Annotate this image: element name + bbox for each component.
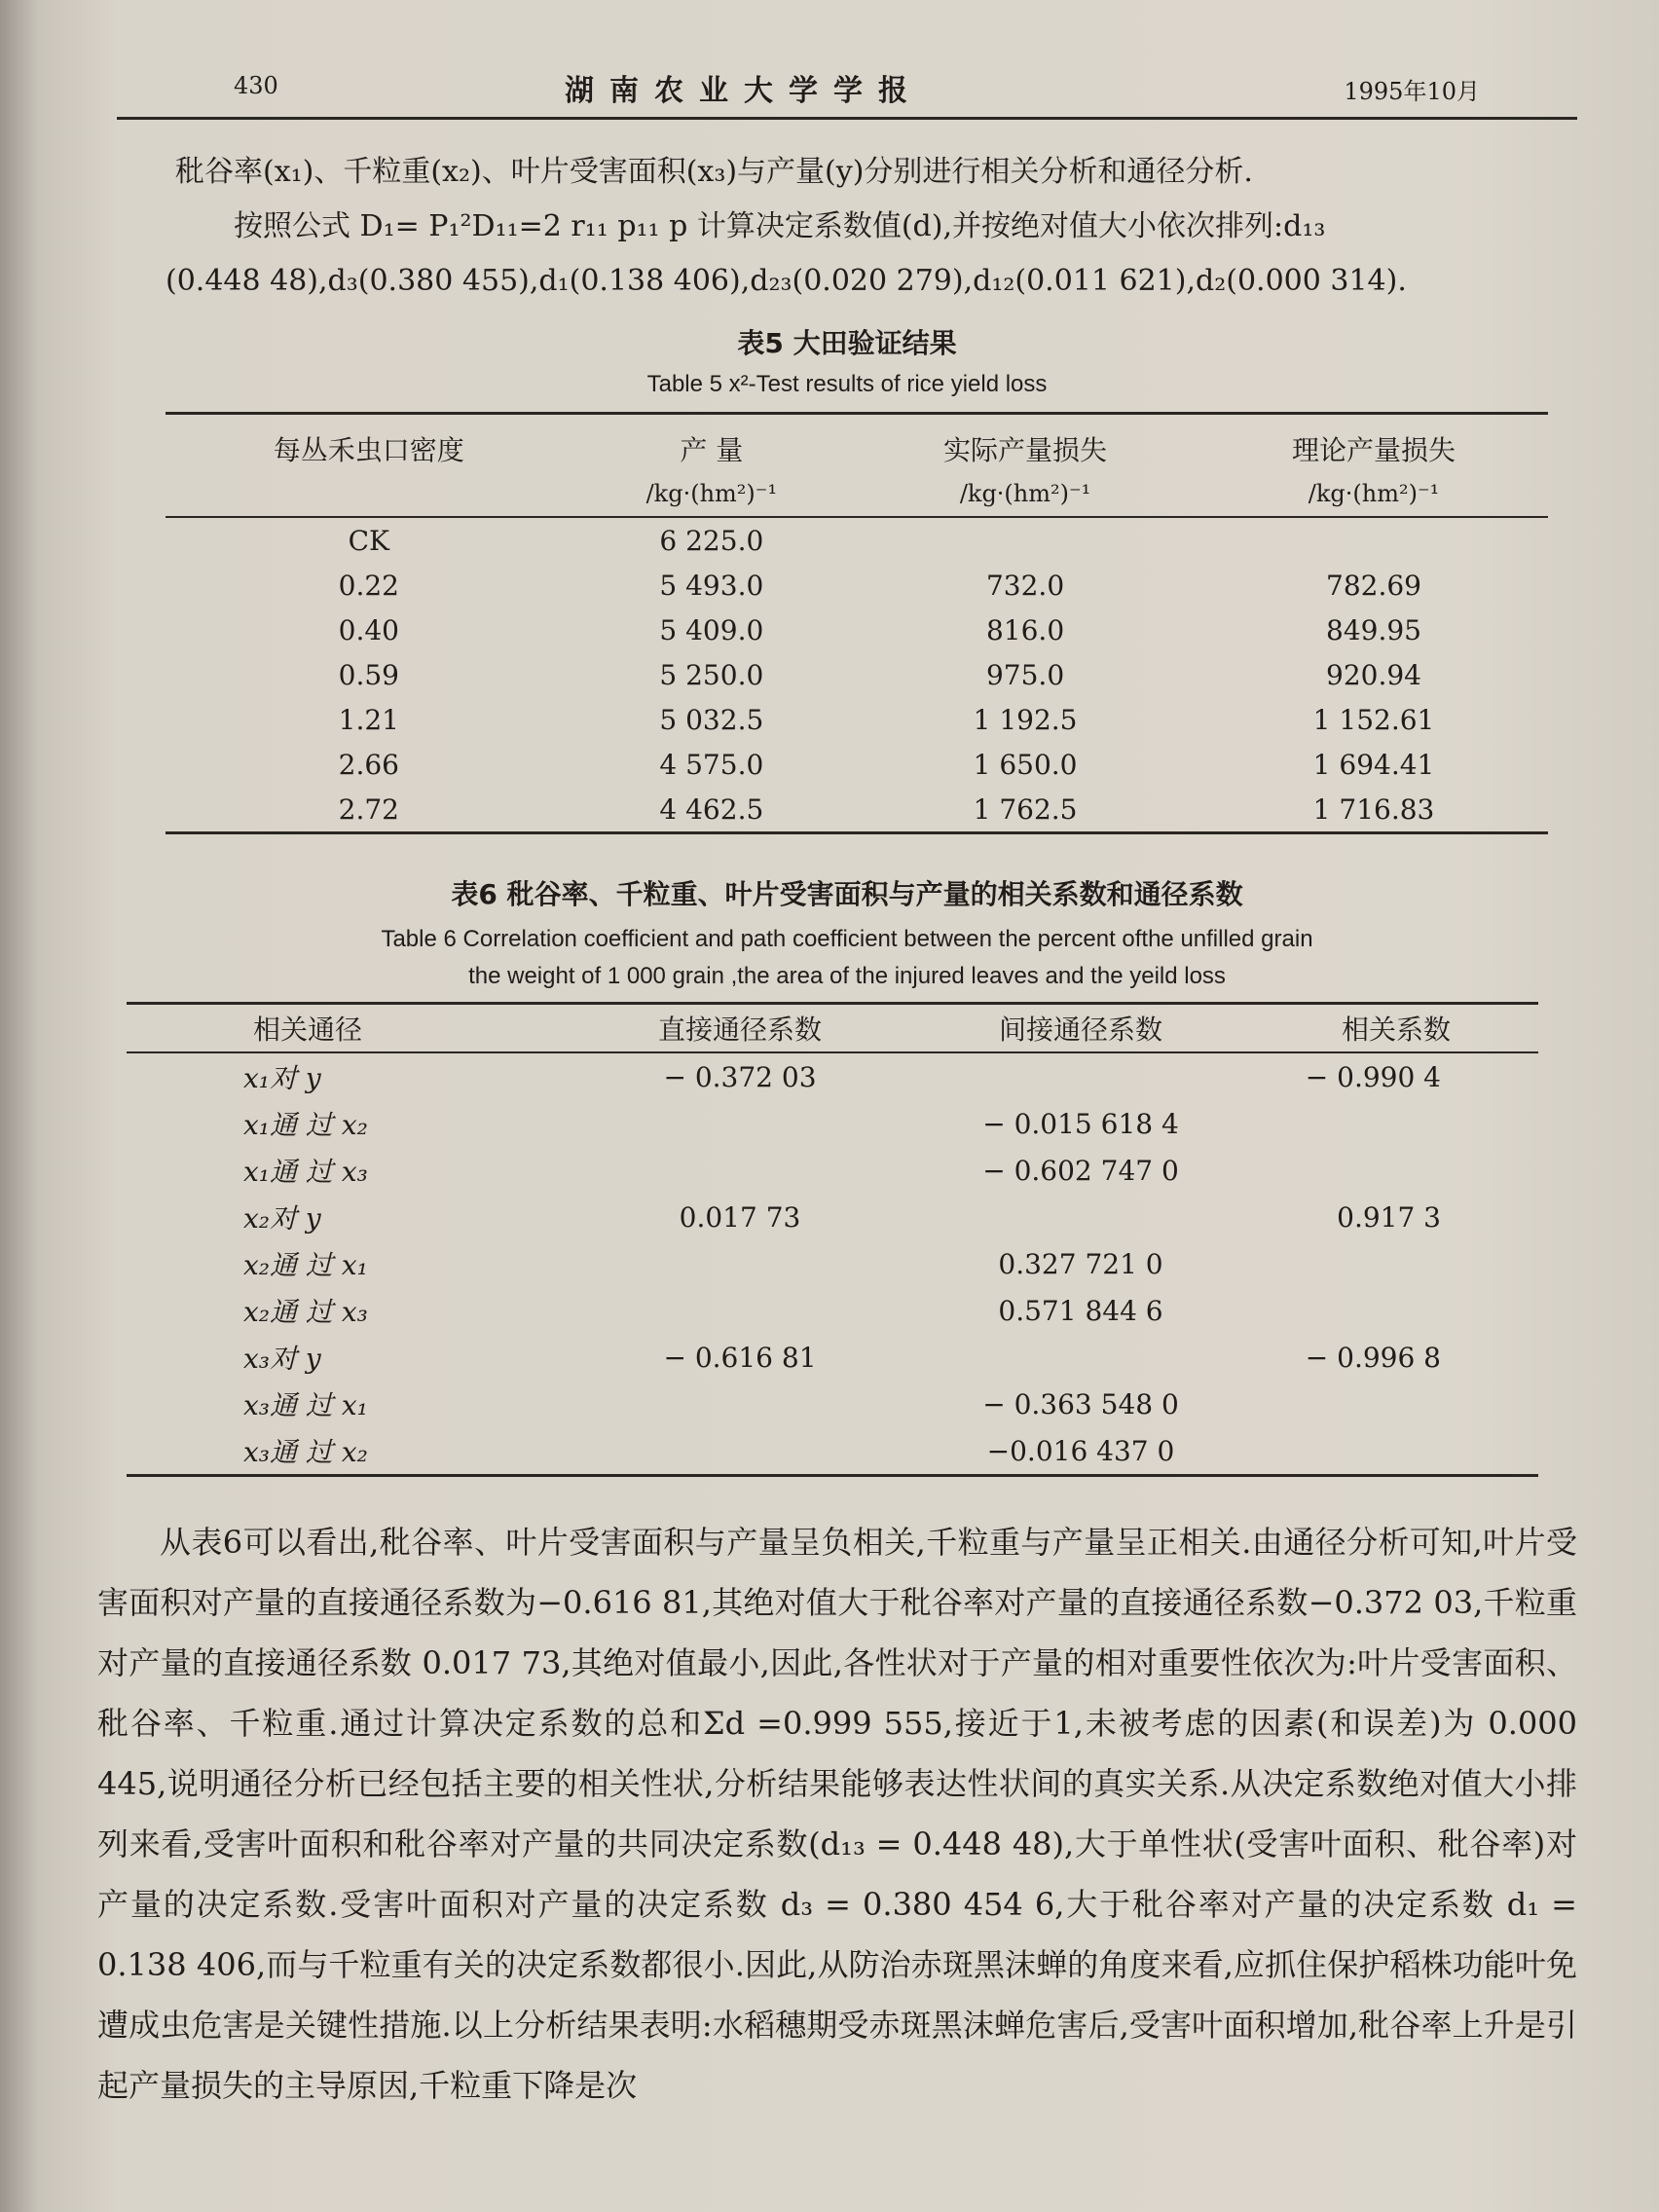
- table-cell: x₂对 y: [243, 1202, 321, 1235]
- table-cell: 6 225.0: [659, 524, 764, 557]
- table-cell: x₃通 过 x₁: [243, 1389, 368, 1421]
- table-cell: [876, 1194, 1285, 1240]
- table-cell: 732.0: [985, 569, 1065, 602]
- intro-paragraph: [117, 145, 1577, 309]
- table-cell: 5 493.0: [659, 569, 764, 602]
- journal-page: [97, 58, 1577, 2116]
- table-row: [166, 608, 1548, 652]
- table6-header: 相关系数: [1341, 1014, 1451, 1046]
- intro-line-3: (0.448 48),d₃(0.380 455),d₁(0.138 406),d₂₃(0.020 279),d₁₂(0.011 621),d₂(0.000 314).: [166, 264, 1407, 298]
- table-row: [166, 742, 1548, 787]
- table-cell: 4 575.0: [659, 748, 764, 781]
- table-cell: 0.40: [338, 613, 399, 646]
- table6-caption-cn: 表6 秕谷率、千粒重、叶片受害面积与产量的相关系数和通径系数: [451, 878, 1243, 910]
- issue-date: 1995年10月: [1344, 78, 1480, 105]
- intro-line-1: 秕谷率(x₁)、千粒重(x₂)、叶片受害面积(x₃)与产量(y)分别进行相关分析和通径分析.: [175, 155, 1253, 189]
- table-cell: 782.69: [1326, 569, 1421, 602]
- table-cell: 0.327 721 0: [998, 1247, 1163, 1280]
- table-cell: − 0.015 618 4: [982, 1107, 1179, 1140]
- table-cell: − 0.602 747 0: [982, 1154, 1179, 1187]
- table-row: [127, 1334, 1538, 1381]
- table-cell: 5 409.0: [659, 613, 764, 646]
- table-row: [166, 652, 1548, 697]
- table-cell: 849.95: [1326, 613, 1421, 646]
- table-cell: 2.72: [338, 793, 399, 826]
- table-cell: 0.59: [338, 658, 399, 691]
- table-cell: [1285, 1381, 1538, 1427]
- table-row: [127, 1381, 1538, 1427]
- table-cell: 0.017 73: [679, 1200, 801, 1234]
- table6-caption-en-1: Table 6 Correlation coefficient and path coefficient between the percent ofthe unfilled grain: [381, 926, 1313, 952]
- conclusion-paragraph: 从表6可以看出,秕谷率、叶片受害面积与产量呈负相关,千粒重与产量呈正相关.由通径分析可知,叶片受害面积对产量的直接通径系数为−0.616 81,其绝对值大于秕谷率对产量的直接通径系数−0.372 03,千粒重对产量的直接通径系数 0.017 73,其绝对值最小,因此,各性状对于产量的相对重要性依次为:叶片受害面积、秕谷率、千粒重.通过计算决定系数的总和Σd =0.999 555,接近于1,未被考虑的因素(和误差)为 0.000 445,说明通径分析已经包括主要的相关性状,分析结果能够表达性状间的真实关系.从决定系数绝对值大小排列来看,受害叶面积和秕谷率对产量的共同决定系数(d₁₃ = 0.448 48),大于单性状(受害叶面积、秕谷率)对产量的决定系数.受害叶面积对产量的决定系数 d₃ = 0.380 454 6,大于秕谷率对产量的决定系数 d₁ = 0.138 406,而与千粒重有关的决定系数都很小.因此,从防治赤斑黑沫蝉的角度来看,应抓住保护稻株功能叶免遭成虫危害是关键性措施.以上分析结果表明:水稻穗期受赤斑黑沫蝉危害后,受害叶面积增加,秕谷率上升是引起产量损失的主导原因,千粒重下降是次: [97, 1524, 1577, 2104]
- table-cell: − 0.996 8: [1305, 1341, 1441, 1374]
- table-cell: 1 716.83: [1312, 793, 1435, 826]
- table-cell: 1 762.5: [973, 793, 1078, 826]
- table-row: [166, 563, 1548, 608]
- table-cell: 1 192.5: [973, 703, 1078, 736]
- table5-unit: /kg·(hm²)⁻¹: [1308, 480, 1440, 507]
- table6-header: 间接通径系数: [998, 1014, 1162, 1046]
- table6-header: 相关通径: [253, 1014, 363, 1046]
- running-header: [117, 58, 1577, 120]
- page-number: 430: [234, 72, 278, 99]
- table-row: [127, 1052, 1538, 1100]
- table-cell: x₃对 y: [243, 1343, 321, 1375]
- table-cell: 2.66: [338, 748, 399, 781]
- table-cell: − 0.990 4: [1305, 1060, 1441, 1093]
- table-cell: [604, 1147, 876, 1194]
- table-cell: [604, 1100, 876, 1147]
- table-cell: 1 694.41: [1312, 748, 1435, 781]
- table-cell: 1 650.0: [973, 748, 1078, 781]
- table5-unit: /kg·(hm²)⁻¹: [645, 480, 778, 507]
- table5-unit: [166, 471, 572, 517]
- table-cell: x₁对 y: [243, 1062, 321, 1094]
- table-row: [127, 1194, 1538, 1240]
- table-cell: x₁通 过 x₂: [243, 1109, 368, 1141]
- table-cell: [1285, 1287, 1538, 1334]
- table5-caption: [117, 322, 1577, 398]
- intro-line-2: 按照公式 D₁= P₁²D₁₁=2 r₁₁ p₁₁ p 计算决定系数值(d),并按绝对值大小依次排列:d₁₃: [234, 209, 1326, 243]
- journal-title: 湖南农业大学学报: [565, 74, 923, 108]
- table-cell: [604, 1427, 876, 1476]
- table6: [127, 1002, 1538, 1477]
- table-row: [166, 697, 1548, 742]
- table-cell: CK: [348, 524, 389, 557]
- table-row: [166, 787, 1548, 833]
- table-cell: 975.0: [985, 658, 1065, 691]
- table-cell: [851, 517, 1199, 563]
- table-cell: 5 250.0: [659, 658, 764, 691]
- table-row: [127, 1287, 1538, 1334]
- table-row: [127, 1100, 1538, 1147]
- table-row: [127, 1240, 1538, 1287]
- table-cell: 0.22: [338, 569, 399, 602]
- table-cell: x₁通 过 x₃: [243, 1156, 368, 1188]
- table-cell: [1285, 1147, 1538, 1194]
- table-cell: x₂通 过 x₁: [243, 1249, 368, 1281]
- table-cell: [1285, 1100, 1538, 1147]
- table-cell: 4 462.5: [659, 793, 764, 826]
- table-cell: [604, 1240, 876, 1287]
- table-cell: 1.21: [338, 703, 399, 736]
- table-cell: 1 152.61: [1312, 703, 1435, 736]
- table-cell: −0.016 437 0: [986, 1434, 1175, 1467]
- table-cell: [876, 1334, 1285, 1381]
- table5-unit: /kg·(hm²)⁻¹: [959, 480, 1091, 507]
- table-cell: [604, 1381, 876, 1427]
- table-cell: − 0.372 03: [663, 1060, 817, 1093]
- table-cell: 0.917 3: [1337, 1200, 1441, 1234]
- table5-header: 实际产量损失: [943, 434, 1108, 466]
- table-cell: 816.0: [985, 613, 1065, 646]
- table-row: [127, 1427, 1538, 1476]
- table-cell: [876, 1052, 1285, 1100]
- table6-header: 直接通径系数: [657, 1014, 822, 1046]
- table-cell: x₃通 过 x₂: [243, 1436, 368, 1468]
- table6-caption: [117, 873, 1577, 990]
- table5-header: 理论产量损失: [1292, 434, 1456, 466]
- table-cell: [604, 1287, 876, 1334]
- table-cell: [1199, 517, 1548, 563]
- table-cell: 5 032.5: [659, 703, 764, 736]
- table-cell: 920.94: [1326, 658, 1421, 691]
- table-cell: − 0.616 81: [663, 1341, 817, 1374]
- table-cell: [1285, 1427, 1538, 1476]
- table-row: [166, 517, 1548, 563]
- table5-caption-cn: 表5 大田验证结果: [737, 327, 957, 359]
- table-cell: 0.571 844 6: [998, 1294, 1163, 1327]
- table-cell: x₂通 过 x₃: [243, 1296, 368, 1328]
- table6-caption-en-2: the weight of 1 000 grain ,the area of the injured leaves and the yeild loss: [468, 963, 1226, 989]
- table5: [166, 412, 1548, 834]
- table-cell: [1285, 1240, 1538, 1287]
- table5-header: 产 量: [680, 434, 744, 466]
- table5-header: 每丛禾虫口密度: [273, 434, 464, 466]
- table-row: [127, 1147, 1538, 1194]
- table5-caption-en: Table 5 x²-Test results of rice yield loss: [646, 371, 1048, 397]
- table-cell: − 0.363 548 0: [982, 1387, 1179, 1420]
